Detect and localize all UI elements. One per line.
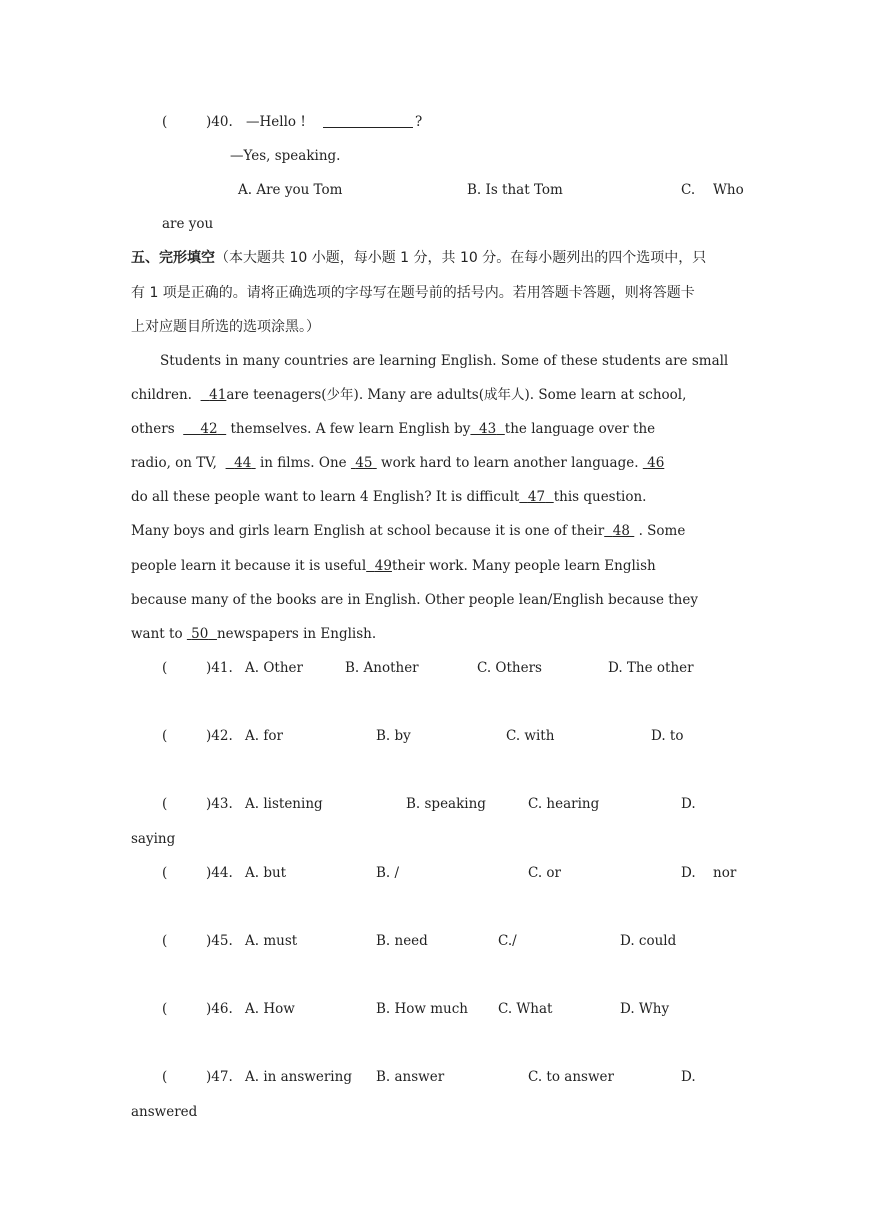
- q46-option-c: C. What: [498, 1001, 553, 1017]
- q45-number: )45.: [206, 933, 233, 949]
- q40-option-b: B. Is that Tom: [467, 182, 563, 198]
- passage-line-3: others 42 themselves. A few learn English by 43 the language over the: [131, 421, 656, 437]
- q40-option-c-letter: C.: [681, 182, 696, 198]
- passage-line-2: children. 41are teenagers(少年). Many are adults(成年人). Some learn at school,: [131, 387, 687, 403]
- q44-paren-open: (: [162, 865, 168, 881]
- q44-option-c: C. or: [528, 865, 562, 881]
- q45-option-b: B. need: [376, 933, 428, 949]
- q46-option-b: B. How much: [376, 1001, 469, 1017]
- q43-option-b: B. speaking: [406, 796, 486, 812]
- q41-option-c: C. Others: [477, 660, 542, 676]
- q42-option-a: A. for: [245, 728, 283, 744]
- q44-number: )44.: [206, 865, 233, 881]
- q46-number: )46.: [206, 1001, 233, 1017]
- q45-option-d: D. could: [620, 933, 677, 949]
- q42-option-d: D. to: [651, 728, 684, 744]
- q40-option-c-word: Who: [713, 182, 744, 198]
- q44-option-a: A. but: [245, 865, 287, 881]
- q40-option-a: A. Are you Tom: [238, 182, 343, 198]
- blank-43: 43: [479, 421, 497, 437]
- q40-answer-blank[interactable]: [323, 113, 413, 133]
- blank-46: 46: [647, 455, 665, 471]
- blank-44: 44: [234, 455, 252, 471]
- blank-41: 41: [209, 387, 227, 403]
- q47-option-c: C. to answer: [528, 1069, 614, 1085]
- q47-option-b: B. answer: [376, 1069, 445, 1085]
- passage-line-8: because many of the books are in English. Other people lean/English because they: [131, 592, 698, 608]
- section-instructions-1: （本大题共 10 小题，每小题 1 分，共 10 分。在每小题列出的四个选项中，只: [215, 250, 707, 266]
- q42-option-c: C. with: [506, 728, 555, 744]
- q43-option-c: C. hearing: [528, 796, 600, 812]
- q47-paren-open: (: [162, 1069, 168, 1085]
- q45-option-c: C./: [498, 933, 517, 949]
- q47-option-d-cont: answered: [131, 1104, 198, 1120]
- passage-line-6: Many boys and girls learn English at school because it is one of their 48 . Some: [131, 523, 686, 539]
- section-instructions-3: 上对应题目所选的选项涂黑。）: [131, 319, 320, 335]
- q41-paren-open: (: [162, 660, 168, 676]
- q40-reply: —Yes, speaking.: [230, 148, 341, 164]
- q40-prompt: —Hello !: [246, 114, 306, 130]
- q42-paren-open: (: [162, 728, 168, 744]
- passage-line-7: people learn it because it is useful 49their work. Many people learn English: [131, 558, 656, 574]
- q43-paren-open: (: [162, 796, 168, 812]
- blank-42: 42: [200, 421, 218, 437]
- blank-45: 45: [355, 455, 373, 471]
- q43-number: )43.: [206, 796, 233, 812]
- q47-option-a: A. in answering: [245, 1069, 352, 1085]
- passage-line-4: radio, on TV, 44 in films. One 45 work hard to learn another language. 46: [131, 455, 665, 471]
- blank-48: 48: [612, 523, 630, 539]
- section-title: 五、完形填空: [131, 250, 215, 266]
- q43-option-d-cont: saying: [131, 831, 176, 847]
- q46-paren-open: (: [162, 1001, 168, 1017]
- q44-option-b: B. /: [376, 865, 400, 881]
- blank-47: 47: [527, 489, 546, 505]
- q44-option-d-word: nor: [713, 865, 737, 881]
- q40-qmark: ?: [415, 114, 423, 130]
- q45-option-a: A. must: [245, 933, 298, 949]
- q40-number: )40.: [206, 114, 233, 130]
- section-instructions-2: 有 1 项是正确的。请将正确选项的字母写在题号前的括号内。若用答题卡答题，则将答题卡: [131, 285, 695, 301]
- q47-number: )47.: [206, 1069, 233, 1085]
- q42-option-b: B. by: [376, 728, 411, 744]
- passage-line-1: Students in many countries are learning English. Some of these students are small: [160, 353, 729, 369]
- blank-50: 50: [191, 626, 209, 642]
- q41-option-b: B. Another: [345, 660, 419, 676]
- q45-paren-open: (: [162, 933, 168, 949]
- passage-line-9: want to 50 newspapers in English.: [131, 626, 377, 642]
- q44-option-d: D.: [681, 865, 696, 881]
- passage-line-5: do all these people want to learn 4 English? It is difficult 47 this question.: [131, 489, 647, 505]
- blank-49: 49: [374, 558, 392, 574]
- q47-option-d: D.: [681, 1069, 696, 1085]
- q41-number: )41.: [206, 660, 233, 676]
- q41-option-d: D. The other: [608, 660, 694, 676]
- q43-option-a: A. listening: [245, 796, 323, 812]
- q46-option-d: D. Why: [620, 1001, 670, 1017]
- section-heading: [131, 249, 706, 267]
- q40-option-c-cont: are you: [162, 216, 214, 232]
- q40-paren-open: (: [162, 114, 168, 130]
- q43-option-d: D.: [681, 796, 696, 812]
- q41-option-a: A. Other: [245, 660, 303, 676]
- q42-number: )42.: [206, 728, 233, 744]
- q46-option-a: A. How: [245, 1001, 295, 1017]
